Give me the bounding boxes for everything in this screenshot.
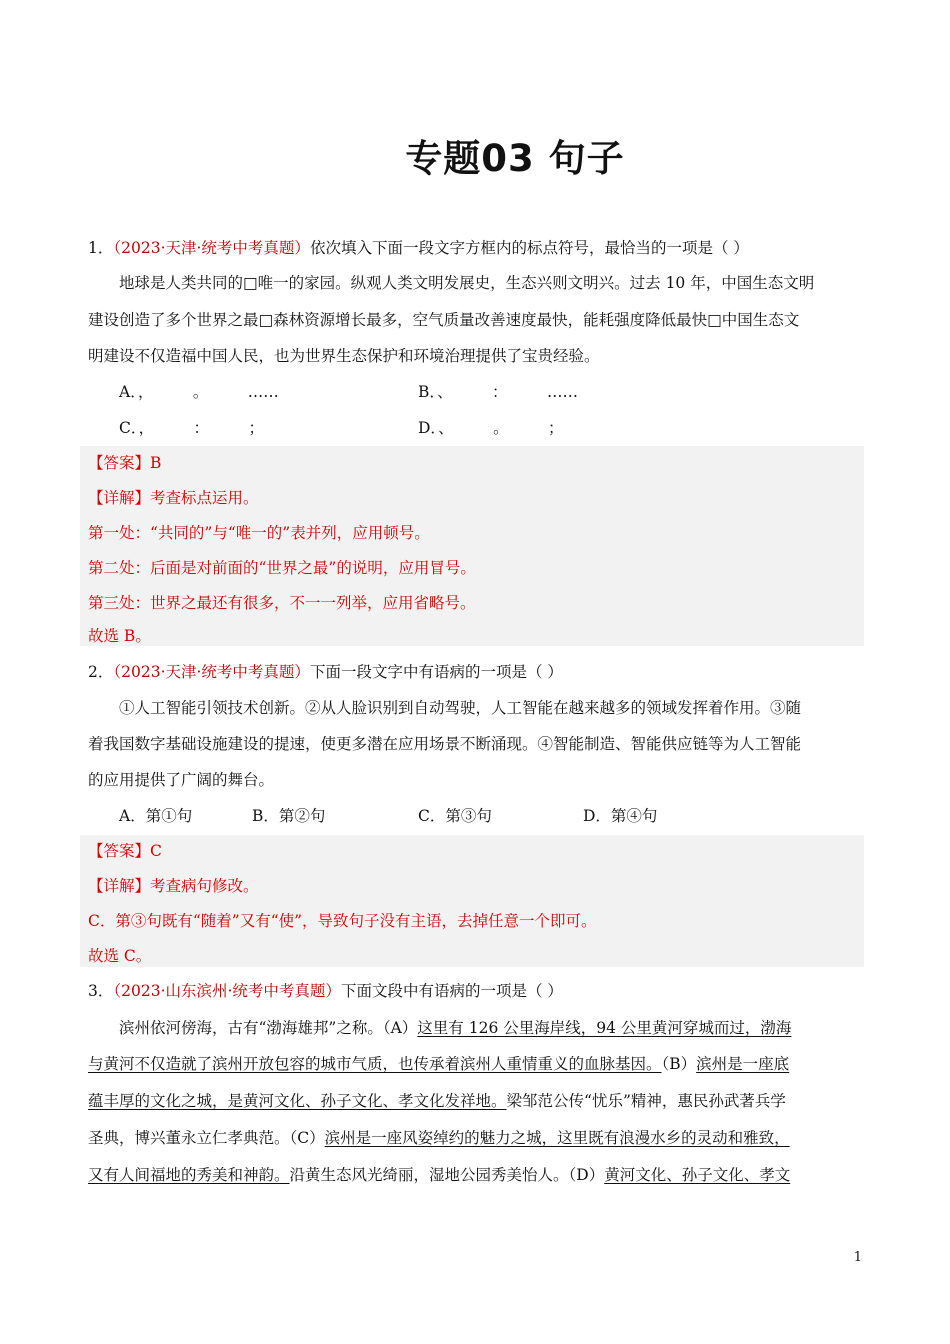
question-1-passage-line-3: 明建设不仅造福中国人民，也为世界生态保护和环境治理提供了宝贵经验。 — [88, 347, 600, 365]
question-2-option-d: D．第④句 — [583, 807, 658, 825]
question-3-source: （2023·山东滨州·统考中考真题） — [113, 982, 341, 1000]
question-1-stem — [88, 238, 749, 258]
question-1-explain-2: 第二处：后面是对前面的“世界之最”的说明，应用冒号。 — [88, 559, 476, 577]
page-title: 专题03 句子 — [405, 137, 625, 180]
question-3-text-segment: 滨州依河傍海，古有“渤海雄邦”之称。（A） — [119, 1019, 418, 1037]
question-3-text: 下面文段中有语病的一项是（ ） — [340, 982, 563, 1000]
question-3-text-segment: 梁邹范公传“忧乐”精神，惠民孙武著兵学 — [506, 1092, 786, 1110]
question-2-option-c: C．第③句 — [418, 807, 492, 825]
question-3-underlined-a-cont: 与黄河不仅造就了滨州开放包容的城市气质，也传承着滨州人重情重义的血脉基因。 — [88, 1055, 662, 1073]
question-3-passage-line-2 — [88, 1054, 789, 1074]
question-3-underlined-b: 滨州是一座底 — [696, 1055, 790, 1073]
question-2-answer: 【答案】C — [88, 842, 162, 860]
question-2-option-a: A．第①句 — [119, 807, 193, 825]
question-2-number: 2． — [88, 663, 114, 681]
question-2-passage-line-3: 的应用提供了广阔的舞台。 — [88, 771, 275, 789]
page-number: 1 — [853, 1250, 862, 1265]
question-1-answer: 【答案】B — [88, 454, 162, 472]
question-3-passage-line-1 — [119, 1018, 791, 1038]
question-2-passage-line-2: 着我国数字基础设施建设的提速，使更多潜在应用场景不断涌现。④智能制造、智能供应链等为人工智能 — [88, 735, 802, 753]
question-2-explain-1: C．第③句既有“随着”又有“使”，导致句子没有主语，去掉任意一个即可。 — [88, 912, 597, 930]
question-2-text: 下面一段文字中有语病的一项是（ ） — [309, 663, 563, 681]
question-3-text-segment: 沿黄生态风光绮丽，湿地公园秀美怡人。（D） — [289, 1166, 605, 1184]
question-1-option-d: D．、 。 ； — [418, 419, 564, 437]
question-2-option-b: B．第②句 — [252, 807, 326, 825]
question-1-explain-3: 第三处：世界之最还有很多，不一一列举，应用省略号。 — [88, 594, 476, 612]
question-3-number: 3． — [88, 982, 114, 1000]
question-2-conclusion: 故选 C。 — [88, 947, 152, 965]
question-3-stem — [88, 981, 563, 1001]
question-3-underlined-b-cont: 蕴丰厚的文化之城，是黄河文化、孙子文化、孝文化发祥地。 — [88, 1092, 507, 1110]
question-2-detail: 【详解】考查病句修改。 — [88, 877, 259, 895]
question-3-underlined-c: 滨州是一座风姿绰约的魅力之城，这里既有浪漫水乡的灵动和雅致， — [324, 1129, 790, 1147]
question-1-number: 1． — [88, 239, 114, 257]
question-3-text-segment: 圣典，博兴董永立仁孝典范。（C） — [88, 1129, 325, 1147]
question-2-passage-line-1: ①人工智能引领技术创新。②从人脸识别到自动驾驶，人工智能在越来越多的领域发挥着作用。③随 — [119, 699, 802, 717]
question-3-passage-line-3 — [88, 1091, 786, 1111]
question-3-underlined-d: 黄河文化、孙子文化、孝文 — [604, 1166, 791, 1184]
question-3-label-b: （B） — [661, 1055, 697, 1073]
question-1-option-c: C．， ： ； — [119, 419, 264, 437]
question-1-option-a: A．， 。 …… — [119, 383, 279, 401]
question-1-conclusion: 故选 B。 — [88, 627, 151, 645]
question-3-underlined-c-cont: 又有人间福地的秀美和神韵。 — [88, 1166, 290, 1184]
question-1-detail: 【详解】考查标点运用。 — [88, 489, 259, 507]
question-1-option-b: B．、 ： …… — [418, 383, 578, 401]
question-3-passage-line-5 — [88, 1165, 790, 1185]
question-1-source: （2023·天津·统考中考真题） — [113, 239, 310, 257]
question-1-passage-line-1: 地球是人类共同的□唯一的家园。纵观人类文明发展史，生态兴则文明兴。过去 10 年，中国生态文明 — [119, 274, 815, 292]
question-2-answer-box — [80, 835, 864, 967]
question-2-source: （2023·天津·统考中考真题） — [113, 663, 310, 681]
question-3-underlined-a: 这里有 126 公里海岸线，94 公里黄河穿城而过，渤海 — [417, 1019, 792, 1037]
question-1-answer-box — [80, 446, 864, 646]
question-3-passage-line-4 — [88, 1128, 790, 1148]
question-1-text: 依次填入下面一段文字方框内的标点符号，最恰当的一项是（ ） — [309, 239, 749, 257]
question-1-passage-line-2: 建设创造了多个世界之最□森林资源增长最多，空气质量改善速度最快，能耗强度降低最快□中国生态文 — [88, 311, 800, 329]
question-2-stem — [88, 662, 563, 682]
question-1-explain-1: 第一处：“共同的”与“唯一的”表并列，应用顿号。 — [88, 524, 430, 542]
